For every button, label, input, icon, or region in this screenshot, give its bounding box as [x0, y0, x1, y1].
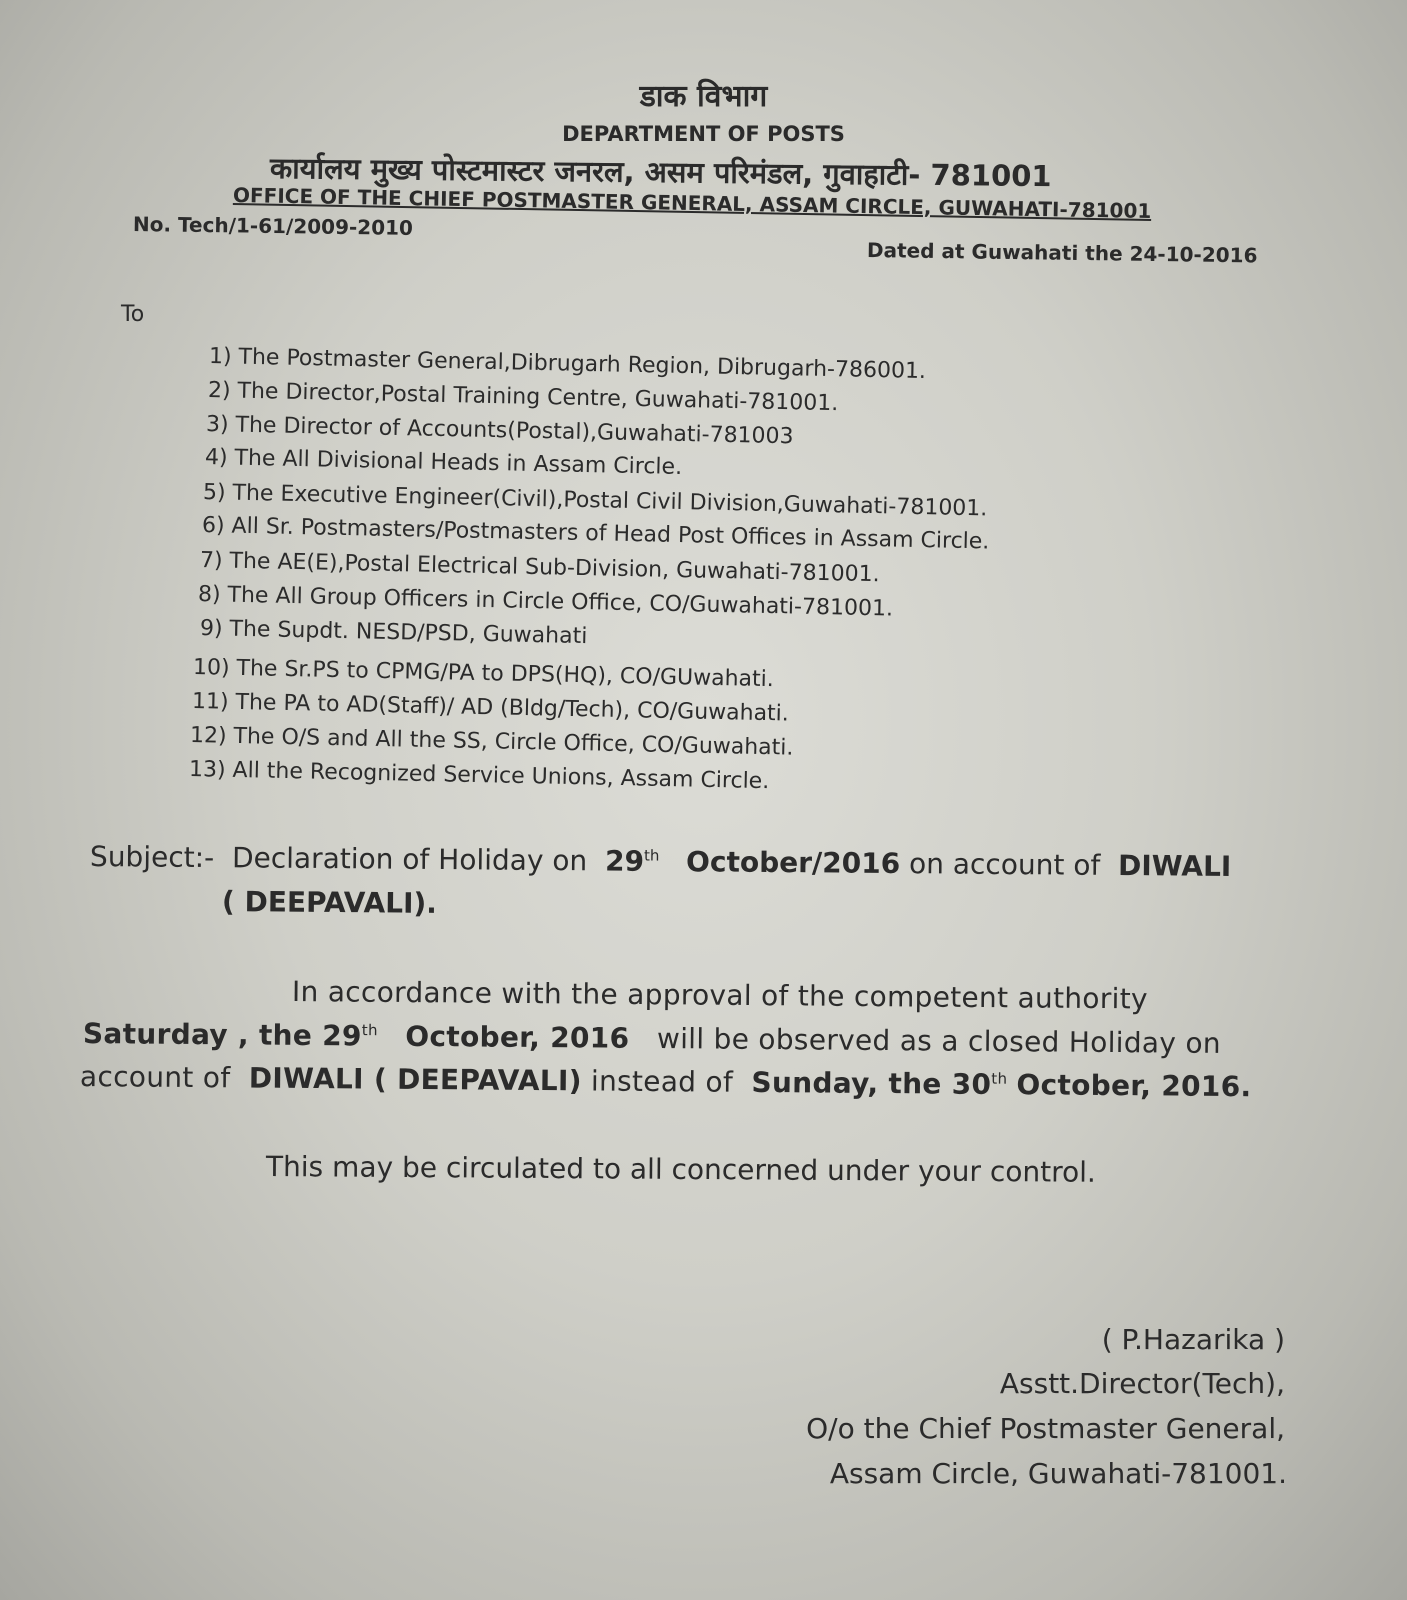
- body-instead-of: instead of: [590, 1064, 734, 1099]
- subject-day: 29: [604, 844, 645, 878]
- signatory-name: ( P.Hazarika ): [1101, 1323, 1285, 1356]
- body-sunday-suffix: th: [991, 1069, 1008, 1088]
- addressee-item: 1) The Postmaster General,Dibrugarh Region, Dibrugarh-786001.: [208, 344, 927, 385]
- addressee-item: 10) The Sr.PS to CPMG/PA to DPS(HQ), CO/GUwahati.: [192, 655, 775, 693]
- body-sunday: Sunday, the 30: [751, 1065, 992, 1101]
- to-label: To: [121, 302, 145, 327]
- body-saturday: Saturday , the 29: [82, 1017, 362, 1053]
- addressee-item: 13) All the Recognized Service Unions, Assam Circle.: [188, 757, 770, 795]
- body-line-3: [80, 1060, 1252, 1103]
- addressee-item: 3) The Director of Accounts(Postal),Guwahati-781003: [205, 412, 794, 450]
- body-line-2: [83, 1017, 1221, 1060]
- subject-festival: DIWALI: [1117, 848, 1232, 883]
- body-festival: DIWALI ( DEEPAVALI): [248, 1061, 582, 1098]
- addressee-item: 8) The All Group Officers in Circle Office, CO/Guwahati-781001.: [197, 582, 894, 622]
- subject-festival-alt: ( DEEPAVALI).: [221, 885, 438, 920]
- body-line-1: In accordance with the approval of the competent authority: [291, 975, 1148, 1016]
- addressee-item: 12) The O/S and All the SS, Circle Office, CO/Guwahati.: [189, 723, 794, 761]
- addressee-item: 4) The All Divisional Heads in Assam Circle.: [204, 445, 683, 480]
- signatory-office: O/o the Chief Postmaster General,: [806, 1412, 1285, 1445]
- subject-line: [90, 840, 1232, 883]
- addressee-item: 7) The AE(E),Postal Electrical Sub-Division, Guwahati-781001.: [199, 548, 880, 588]
- subject-on-account: on account of: [908, 847, 1101, 882]
- addressee-item: 5) The Executive Engineer(Civil),Postal Civil Division,Guwahati-781001.: [202, 480, 988, 522]
- addressee-item: 11) The PA to AD(Staff)/ AD (Bldg/Tech), CO/Guwahati.: [191, 689, 790, 727]
- reference-number: No. Tech/1-61/2009-2010: [132, 212, 414, 240]
- office-address: OFFICE OF THE CHIEF POSTMASTER GENERAL, ASSAM CIRCLE, GUWAHATI-781001: [232, 183, 1152, 224]
- addressee-item: 2) The Director,Postal Training Centre, Guwahati-781001.: [207, 378, 839, 417]
- addressee-item: 6) All Sr. Postmasters/Postmasters of Head Post Offices in Assam Circle.: [201, 513, 990, 555]
- body-october: October, 2016: [405, 1019, 630, 1055]
- body-observed-text: will be observed as a closed Holiday on: [656, 1022, 1222, 1060]
- letter-date: Dated at Guwahati the 24-10-2016: [866, 238, 1258, 268]
- circulation-note: This may be circulated to all concerned under your control.: [265, 1150, 1096, 1189]
- signatory-designation: Asstt.Director(Tech),: [999, 1367, 1285, 1400]
- hindi-office-address: कार्यालय मुख्य पोस्टमास्टर जनरल, असम परिमंडल, गुवाहाटी- 781001: [269, 151, 1052, 194]
- hindi-department-title: डाक विभाग: [639, 79, 768, 114]
- subject-label: Subject:-: [89, 840, 215, 875]
- body-october-end: October, 2016.: [1016, 1068, 1252, 1104]
- subject-day-suffix: th: [644, 846, 660, 865]
- signatory-location: Assam Circle, Guwahati-781001.: [829, 1457, 1287, 1490]
- body-account-of: account of: [79, 1060, 231, 1095]
- subject-month-year: October/2016: [685, 845, 901, 881]
- subject-text: Declaration of Holiday on: [231, 841, 588, 878]
- department-title: DEPARTMENT OF POSTS: [562, 122, 845, 146]
- addressee-item: 9) The Supdt. NESD/PSD, Guwahati: [199, 616, 588, 650]
- body-saturday-suffix: th: [361, 1021, 378, 1040]
